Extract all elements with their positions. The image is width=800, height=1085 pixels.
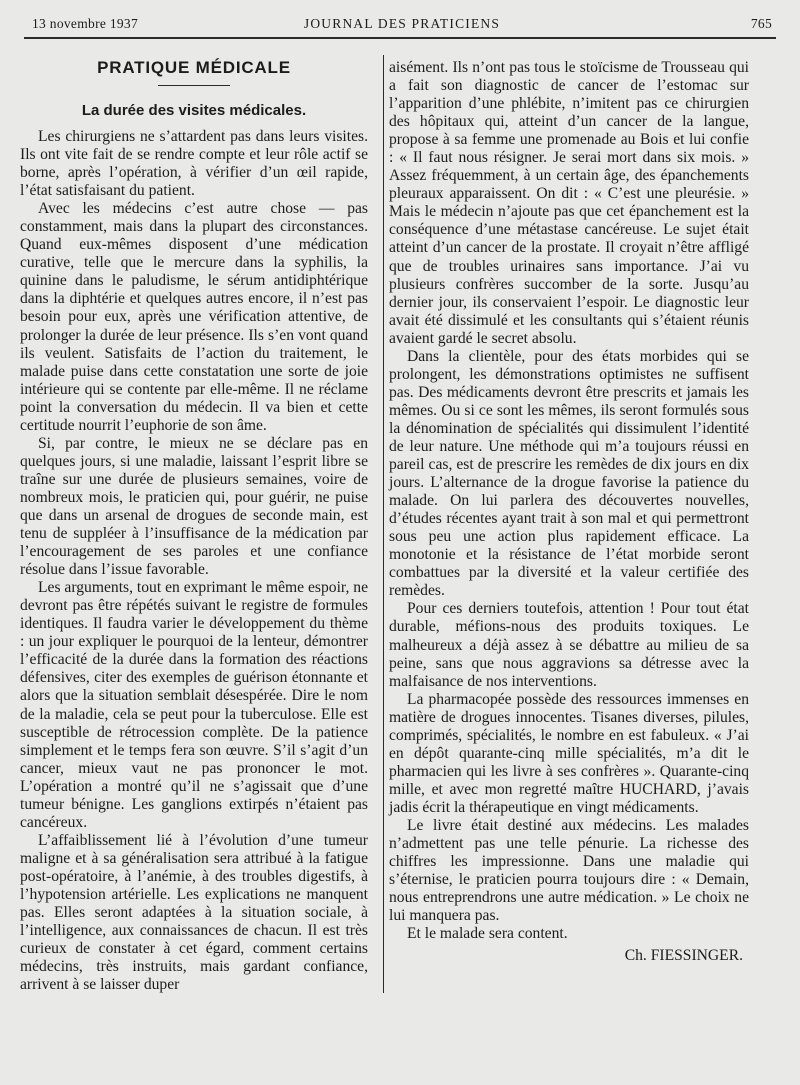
paragraph: Dans la clientèle, pour des états morbides qui se prolongent, les démonstrations optimistes ne suffisent pas. Des médicaments devront être prescrits et jamais les mêmes. Ou si ce sont les mêmes, ils seront formulés sous la dénomination de spécialités qui dissimulent l’identité de leur nature. Une méthode qui m’a toujours réussi en pareil cas, est de prescrire les remèdes de dix jours en dix jours. L’alternance de la drogue favorise la patience du malade. On lui parlera des découvertes nouvelles, d’études récentes ayant trait à son mal et qui permettront sous peu une action plus rapidement efficace. La monotonie et la résistance de l’état morbide seront combattues par la diversité et la valeur certifiée des remèdes. [389,347,749,600]
left-column [20,55,368,994]
journal-title: JOURNAL DES PRATICIENS [303,16,501,31]
paragraph: Pour ces derniers toutefois, attention ! Pour tout état durable, méfions-nous des produits toxiques. Le malheureux a déjà assez à se débattre au milieu de sa peine, sans que nous aggravions sa détresse avec la malfaisance de nos interventions. [389,600,749,690]
paragraph: Si, par contre, le mieux ne se déclare pas en quelques jours, si une maladie, laissant l’esprit libre se traîne sur une durée de plusieurs semaines, voire de nombreux mois, le praticien qui, pour guérir, ne puise que dans un arsenal de drogues de seconde main, est tenu de suppléer à l’insuffisance de la médication par l’encouragement de ses paroles et une confiance résolue dans l’issue favorable. [20,434,368,579]
paragraph: L’affaiblissement lié à l’évolution d’une tumeur maligne et à sa généralisation sera attribué à la fatigue post-opératoire, à l’anémie, à des troubles digestifs, à l’hypotension artérielle. Les explications ne manquent pas. Elles seront adaptées à la situation sociale, à l’intelligence, aux connaissances de chacun. Il est très curieux de constater à cet égard, comment certains médecins, très instruits, mais gardant confiance, arrivent à se laisser duper [20,831,368,994]
paragraph: La pharmacopée possède des ressources immenses en matière de drogues innocentes. Tisanes diverses, pilules, comprimés, spécialités, le nombre en est fabuleux. « J’ai en dépôt quarante-cinq mille spécialités, m’a dit le pharmacien qui les livre à ses confrères ». Quarante-cinq mille, et avec mon regretté maître HUCHARD, j’avais jadis écrit la thérapeutique en vingt médicaments. [389,690,749,816]
page-number: 765 [750,16,772,31]
paragraph: Avec les médecins c’est autre chose — pas constamment, mais dans la plupart des circonstances. Quand eux-mêmes disposent d’une médication curative, telle que le mercure dans la syphilis, la quinine dans le paludisme, le sérum antidiphtérique dans la diphtérie et quelques autres encore, il n’est pas besoin pour eux, après une vérification attentive, de prolonger la durée de leur présence. Ils s’en vont quand ils veulent. Satisfaits de l’action du traitement, le malade puise dans cette constatation une sorte de joie intérieure qui se contente par elle-même. Il ne réclame point la conversation du médecin. Il va bien et cette certitude nourrit l’euphorie de son âme. [20,200,368,434]
column-rule [383,55,384,993]
issue-date: 13 novembre 1937 [32,16,139,31]
paragraph: Les chirurgiens ne s’attardent pas dans leurs visites. Ils ont vite fait de se rendre compte et leur rôle actif se borne, après l’opération, à vérifier d’un œil rapide, l’état satisfaisant du patient. [20,128,368,200]
right-column [389,59,749,965]
paragraph: Et le malade sera content. [407,925,568,943]
article-title: La durée des visites médicales. [81,102,307,119]
author-signature: Ch. FIESSINGER. [624,947,743,965]
running-head [32,16,772,36]
title-rule [158,85,230,86]
paragraph: Le livre était destiné aux médecins. Les malades n’admettent pas une telle pénurie. La richesse des chiffres les impressionne. Dans une maladie qui s’éternise, le praticien pourra toujours dire : « Demain, nous entreprendrons une autre médication. » Le choix ne lui manquera pas. [389,816,749,925]
paragraph: Les arguments, tout en exprimant le même espoir, ne devront pas être répétés suivant le registre de formules identiques. Il faudra varier le développement du thème : un jour expliquer le pourquoi de la lenteur, démontrer l’efficacité de la durée dans la formation des réactions défensives, citer des exemples de guérison étonnante et alors que la situation semblait désespérée. Dire le nom de la maladie, cela se peut pour la tuberculose. Elle est susceptible de rétrocession complète. De la patience simplement et le temps fera son œuvre. S’il s’agit d’un cancer, mieux vaut ne pas prononcer le mot. L’opération a montré qu’il ne s’agissait que d’une tumeur bénigne. Les ganglions extirpés n’étaient pas cancéreux. [20,579,368,831]
header-rule [24,37,776,39]
paragraph: aisément. Ils n’ont pas tous le stoïcisme de Trousseau qui a fait son diagnostic de cancer de l’estomac sur l’apparition d’une phlébite, n’imitent pas ce chirurgien des hôpitaux qui, atteint d’un cancer de la langue, propose à sa femme une promenade au Bois et lui confie : « Il faut nous résigner. Je serai mort dans six mois. » Assez fréquemment, à un certain âge, des épanchements pleuraux apparaissent. On dit : « C’est une pleurésie. » Mais le médecin n’ajoute pas que cet épanchement est la conséquence d’une métastase cancéreuse. Le sujet était atteint d’un cancer de la prostate. Il croyait n’être affligé que de troubles urinaires sans importance. J’ai vu plusieurs confrères succomber de la sorte. Jusqu’au dernier jour, ils conservaient l’espoir. Le diagnostic leur avait été dissimulé et les consultants qui s’étaient réunis avaient gardé le secret absolu. [389,59,749,347]
section-title: PRATIQUE MÉDICALE [97,58,291,77]
